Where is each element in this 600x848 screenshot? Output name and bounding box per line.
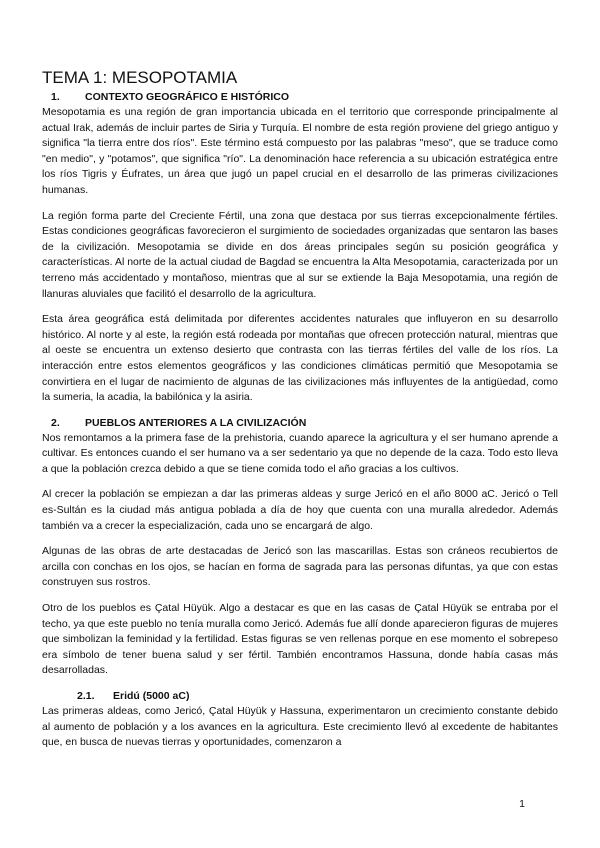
section-1-paragraph-2: La región forma parte del Creciente Fértil, una zona que destaca por sus tierras excepcionalmente fértiles. Estas condiciones geográficas favorecieron el surgimiento de sociedades organizadas que sentaron las bases de la civilización. Mesopotamia se divide en dos áreas principales según su posición geográfica y características. Al norte de la actual ciudad de Bagdad se encuentra la Alta Mesopotamia, caracterizada por un terreno más accidentado y montañoso, mientras que al sur se extiende la Baja Mesopotamia, una región de llanuras aluviales que facilitó el desarrollo de la agricultura. (42, 209, 558, 300)
section-2-heading (42, 416, 558, 430)
section-2-title: PUEBLOS ANTERIORES A LA CIVILIZACIÓN (85, 416, 307, 429)
section-1-paragraph-3: Esta área geográfica está delimitada por diferentes accidentes naturales que influyeron en su desarrollo histórico. Al norte y al este, la región está rodeada por montañas que ofrecen protección natural, mientras que al oeste se encuentra un extenso desierto que contrasta con las tierras fértiles del valle de los ríos. La interacción entre estos elementos geográficos y las condiciones climáticas permitió que Mesopotamia se convirtiera en el lugar de nacimiento de algunas de las civilizaciones más influyentes de la antigüedad, como la sumeria, la acadia, la babilónica y la asiria. (42, 313, 558, 404)
section-2-paragraph-4: Otro de los pueblos es Çatal Hüyük. Algo a destacar es que en las casas de Çatal Hüyük se entraba por el techo, ya que este pueblo no tenía muralla como Jericó. Además fue allí donde aparecieron figuras de mujeres que simbolizan la feminidad y la fertilidad. Estas figuras se ven rellenas porque en ese momento el sobrepeso era símbolo de tener buena salud y ser fértil. También encontramos Hassuna, donde había casas más desarrolladas. (42, 602, 558, 677)
document-title: TEMA 1: MESOPOTAMIA (42, 68, 238, 87)
section-1-title: CONTEXTO GEOGRÁFICO E HISTÓRICO (85, 91, 289, 103)
section-1-number: 1. (51, 91, 60, 103)
subsection-2-1-number: 2.1. (77, 690, 95, 702)
document-page (42, 68, 558, 751)
section-2-number: 2. (51, 416, 60, 429)
section-1-heading (42, 90, 558, 104)
section-2-paragraph-1: Nos remontamos a la primera fase de la prehistoria, cuando aparece la agricultura y el ser humano aprende a cultivar. Es entonces cuando el ser humano va a ser sedentario ya que no depende de la caza. Todo esto lleva a que la población crezca debido a que se tiene comida todo el año gracias a los cultivos. (42, 431, 558, 475)
subsection-2-1-paragraph-1: Las primeras aldeas, como Jericó, Çatal Hüyük y Hassuna, experimentaron un crecimiento constante debido al aumento de población y a los avances en la agricultura. Este crecimiento llevó al excedente de habitantes que, en busca de nuevas tierras y oportunidades, comenzaron a (42, 705, 558, 749)
page-number: 1 (519, 798, 525, 810)
subsection-2-1-heading (42, 689, 558, 703)
section-2-paragraph-3: Algunas de las obras de arte destacadas de Jericó son las mascarillas. Estas son cráneos recubiertos de arcilla con conchas en los ojos, se hacían en forma de sagrada para las personas difuntas, ya que con estas construyen sus rostros. (42, 545, 558, 589)
section-1-paragraph-1: Mesopotamia es una región de gran importancia ubicada en el territorio que corresponde principalmente al actual Irak, además de incluir partes de Siria y Turquía. El nombre de esta región proviene del griego antiguo y significa "la tierra entre dos ríos". Este término está compuesto por las palabras "meso", que se traduce como "en medio", y "potamos", que significa "río". La denominación hace referencia a su ubicación estratégica entre los ríos Tigris y Éufrates, un área que jugó un papel crucial en el desarrollo de las primeras civilizaciones humanas. (42, 106, 558, 196)
section-2-paragraph-2: Al crecer la población se empiezan a dar las primeras aldeas y surge Jericó en el año 8000 aC. Jericó o Tell es-Sultán es la ciudad más antigua poblada a día de hoy que cuenta con una muralla alrededor. Además también va a crecer la especialización, cada uno se encargará de algo. (42, 488, 558, 532)
subsection-2-1-title: Eridú (5000 aC) (113, 690, 190, 702)
